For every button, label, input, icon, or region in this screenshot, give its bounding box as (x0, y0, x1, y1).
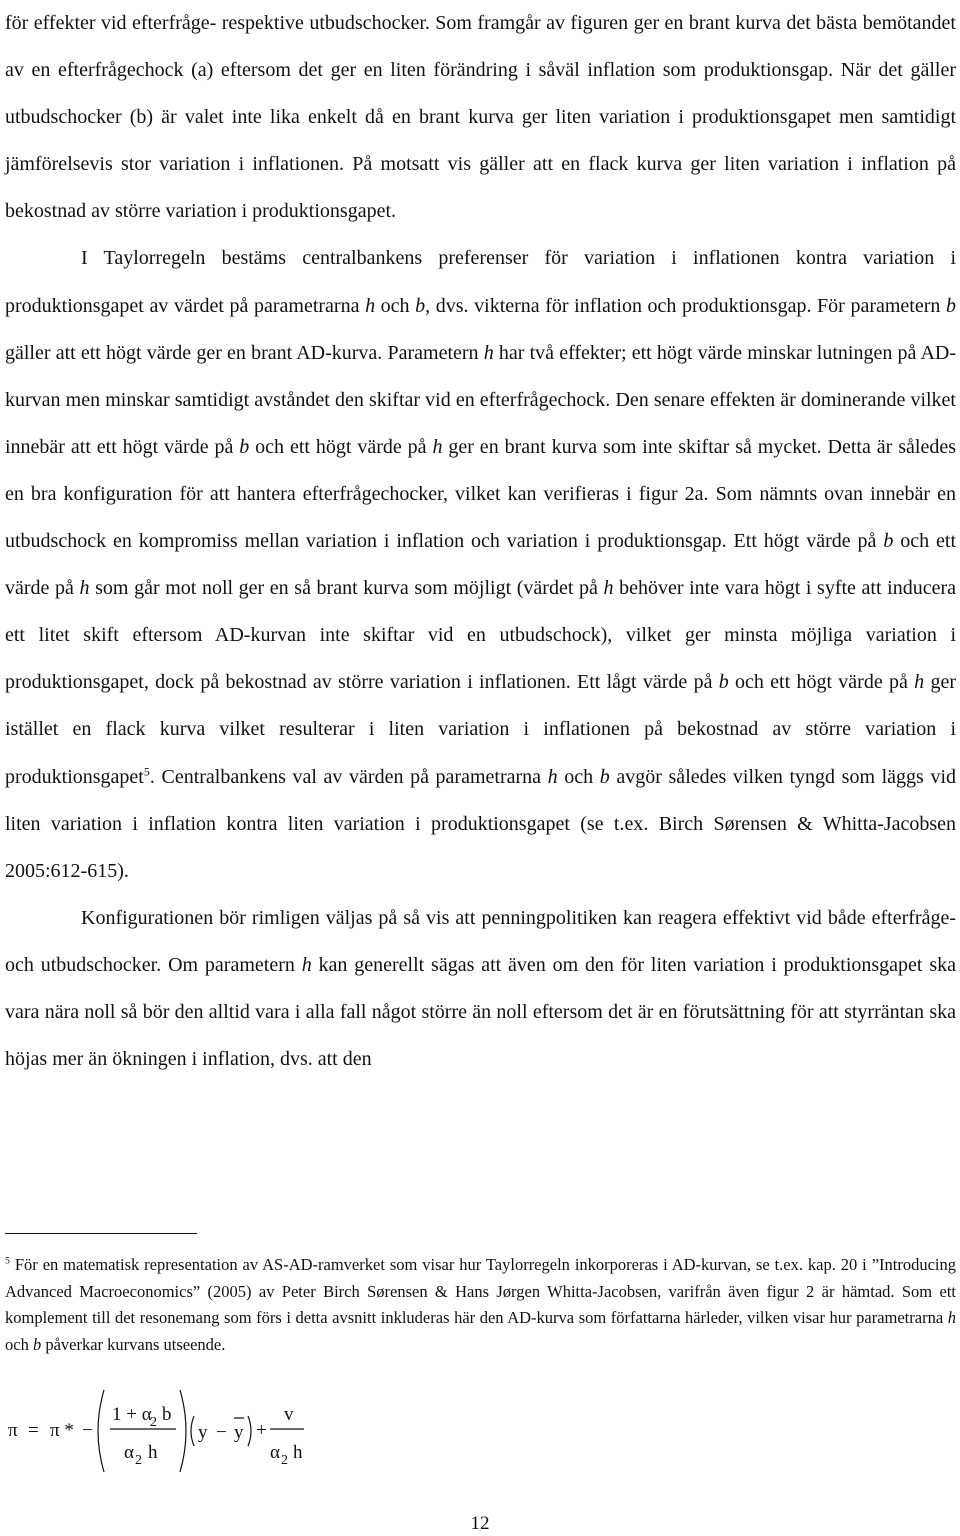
ad-curve-formula (8, 1386, 408, 1476)
formula-num-subscript: 2 (150, 1415, 157, 1430)
formula-num-b: b (162, 1404, 172, 1425)
formula-pi-star: π * (50, 1420, 74, 1441)
formula-v: v (284, 1404, 294, 1425)
formula-plus: + (256, 1420, 267, 1441)
formula-lhs: π (8, 1420, 18, 1441)
formula-denominator: α (124, 1442, 134, 1463)
formula-numerator: 1 + α (112, 1404, 152, 1425)
formula-denominator-2: α (270, 1442, 280, 1463)
formula-den-subscript: 2 (135, 1453, 142, 1468)
footnote-marker: 5 (5, 1255, 10, 1267)
formula-big-paren-right (180, 1390, 186, 1472)
formula-den-subscript-2: 2 (281, 1453, 288, 1468)
footnote (5, 1252, 956, 1358)
formula-paren-right (248, 1416, 251, 1446)
formula-den-h-2: h (293, 1442, 303, 1463)
body-text (5, 0, 956, 1083)
page-number: 12 (470, 1513, 490, 1534)
formula-graphic (8, 1386, 408, 1476)
paragraph-1: för effekter vid efterfrågе- respektive utbudschocker. Som framgår av figuren ger en brant kurva det bästa bemötandet av en efterfrågechock (a) eftersom det ger en liten förändring i såväl inflation som produktionsgap. När det gäller utbudschocker (b) är valet inte lika enkelt då en brant kurva ger liten variation i produktionsgapet men samtidigt jämförelsevis stor variation i inflationen. På motsatt vis gäller att en flack kurva ger liten variation i inflation på bekostnad av större variation i produktionsgapet. (5, 12, 956, 223)
formula-y: y (198, 1422, 208, 1443)
footnote-divider (5, 1233, 197, 1234)
formula-den-h: h (148, 1442, 158, 1463)
paragraph-3: Konfigurationen bör rimligen väljas på så vis att penningpolitiken kan reagera effektivt vid både efterfråge- och utbudschocker. Om parametern h kan generellt sägas att även om den för liten variation i produktionsgapet ska vara nära noll så bör den alltid vara i alla fall något större än noll eftersom det är en förutsättning för att styrräntan ska höjas mer än ökningen i inflation, dvs. att den (5, 906, 956, 1071)
footnote-ref[interactable]: 5 (143, 763, 150, 778)
formula-ybar: y (234, 1422, 244, 1443)
formula-big-paren-left (98, 1390, 104, 1472)
footnote-text: $^5$ För en matematisk representation av AS-AD-ramverket som visar hur Taylorregeln inkorporeras i AD-kurvan, se t.ex. kap. 20 i ”Introducing Advanced Macroeconomics” (2005) av Peter Birch Sørensen & Hans Jørgen Whitta-Jacobsen, varifrån även figur 2 är hämtad. Som ett komplement till det resonemang som förs i detta avsnitt inkluderas här den AD-kurva som författarna härleder, vilken visar hur parametrarna h och b påverkar kurvans utseende. (5, 1255, 956, 1354)
formula-equals: = (28, 1420, 39, 1441)
formula-minus-2: − (216, 1422, 227, 1443)
formula-paren-left (191, 1416, 194, 1446)
paragraph-2: I Taylorregeln bestäms centralbankens preferenser för variation i inflationen kontra variation i produktionsgapet av värdet på parametrarna h och b, dvs. vikterna för inflation och produktionsgap. För parametern b gäller att ett högt värde ger en brant AD-kurva. Parametern h har två effekter; ett högt värde minskar lutningen på AD-kurvan men minskar samtidigt avståndet den skiftar vid en efterfrågechock. Den senare effekten är dominerande vilket innebär att ett högt värde på b och ett högt värde på h ger en brant kurva som inte skiftar så mycket. Detta är således en bra konfiguration för att hantera efterfrågechocker, vilket kan verifieras i figur 2a. Som nämnts ovan innebär en utbudschock en kompromiss mellan variation i inflation och variation i produktionsgap. Ett högt värde på b och ett värde på h som går mot noll ger en så brant kurva som möjligt (värdet på h behöver inte vara högt i syfte att inducera ett litet skift eftersom AD-kurvan inte skiftar vid en utbudschock), vilket ger minsta möjliga variation i produktionsgapet, dock på bekostnad av större variation i inflationen. Ett lågt värde på b och ett högt värde på h ger istället en flack kurva vilket resulterar i liten variation i inflationen på bekostnad av större variation i produktionsgapet$^5$. Centralbankens val av värden på parametrarna h och b avgör således vilken tyngd som läggs vid liten variation i inflation kontra liten variation i produktionsgapet (se t.ex. Birch Sørensen & Whitta-Jacobsen 2005:612-615). (5, 247, 957, 882)
formula-minus: − (82, 1420, 93, 1441)
